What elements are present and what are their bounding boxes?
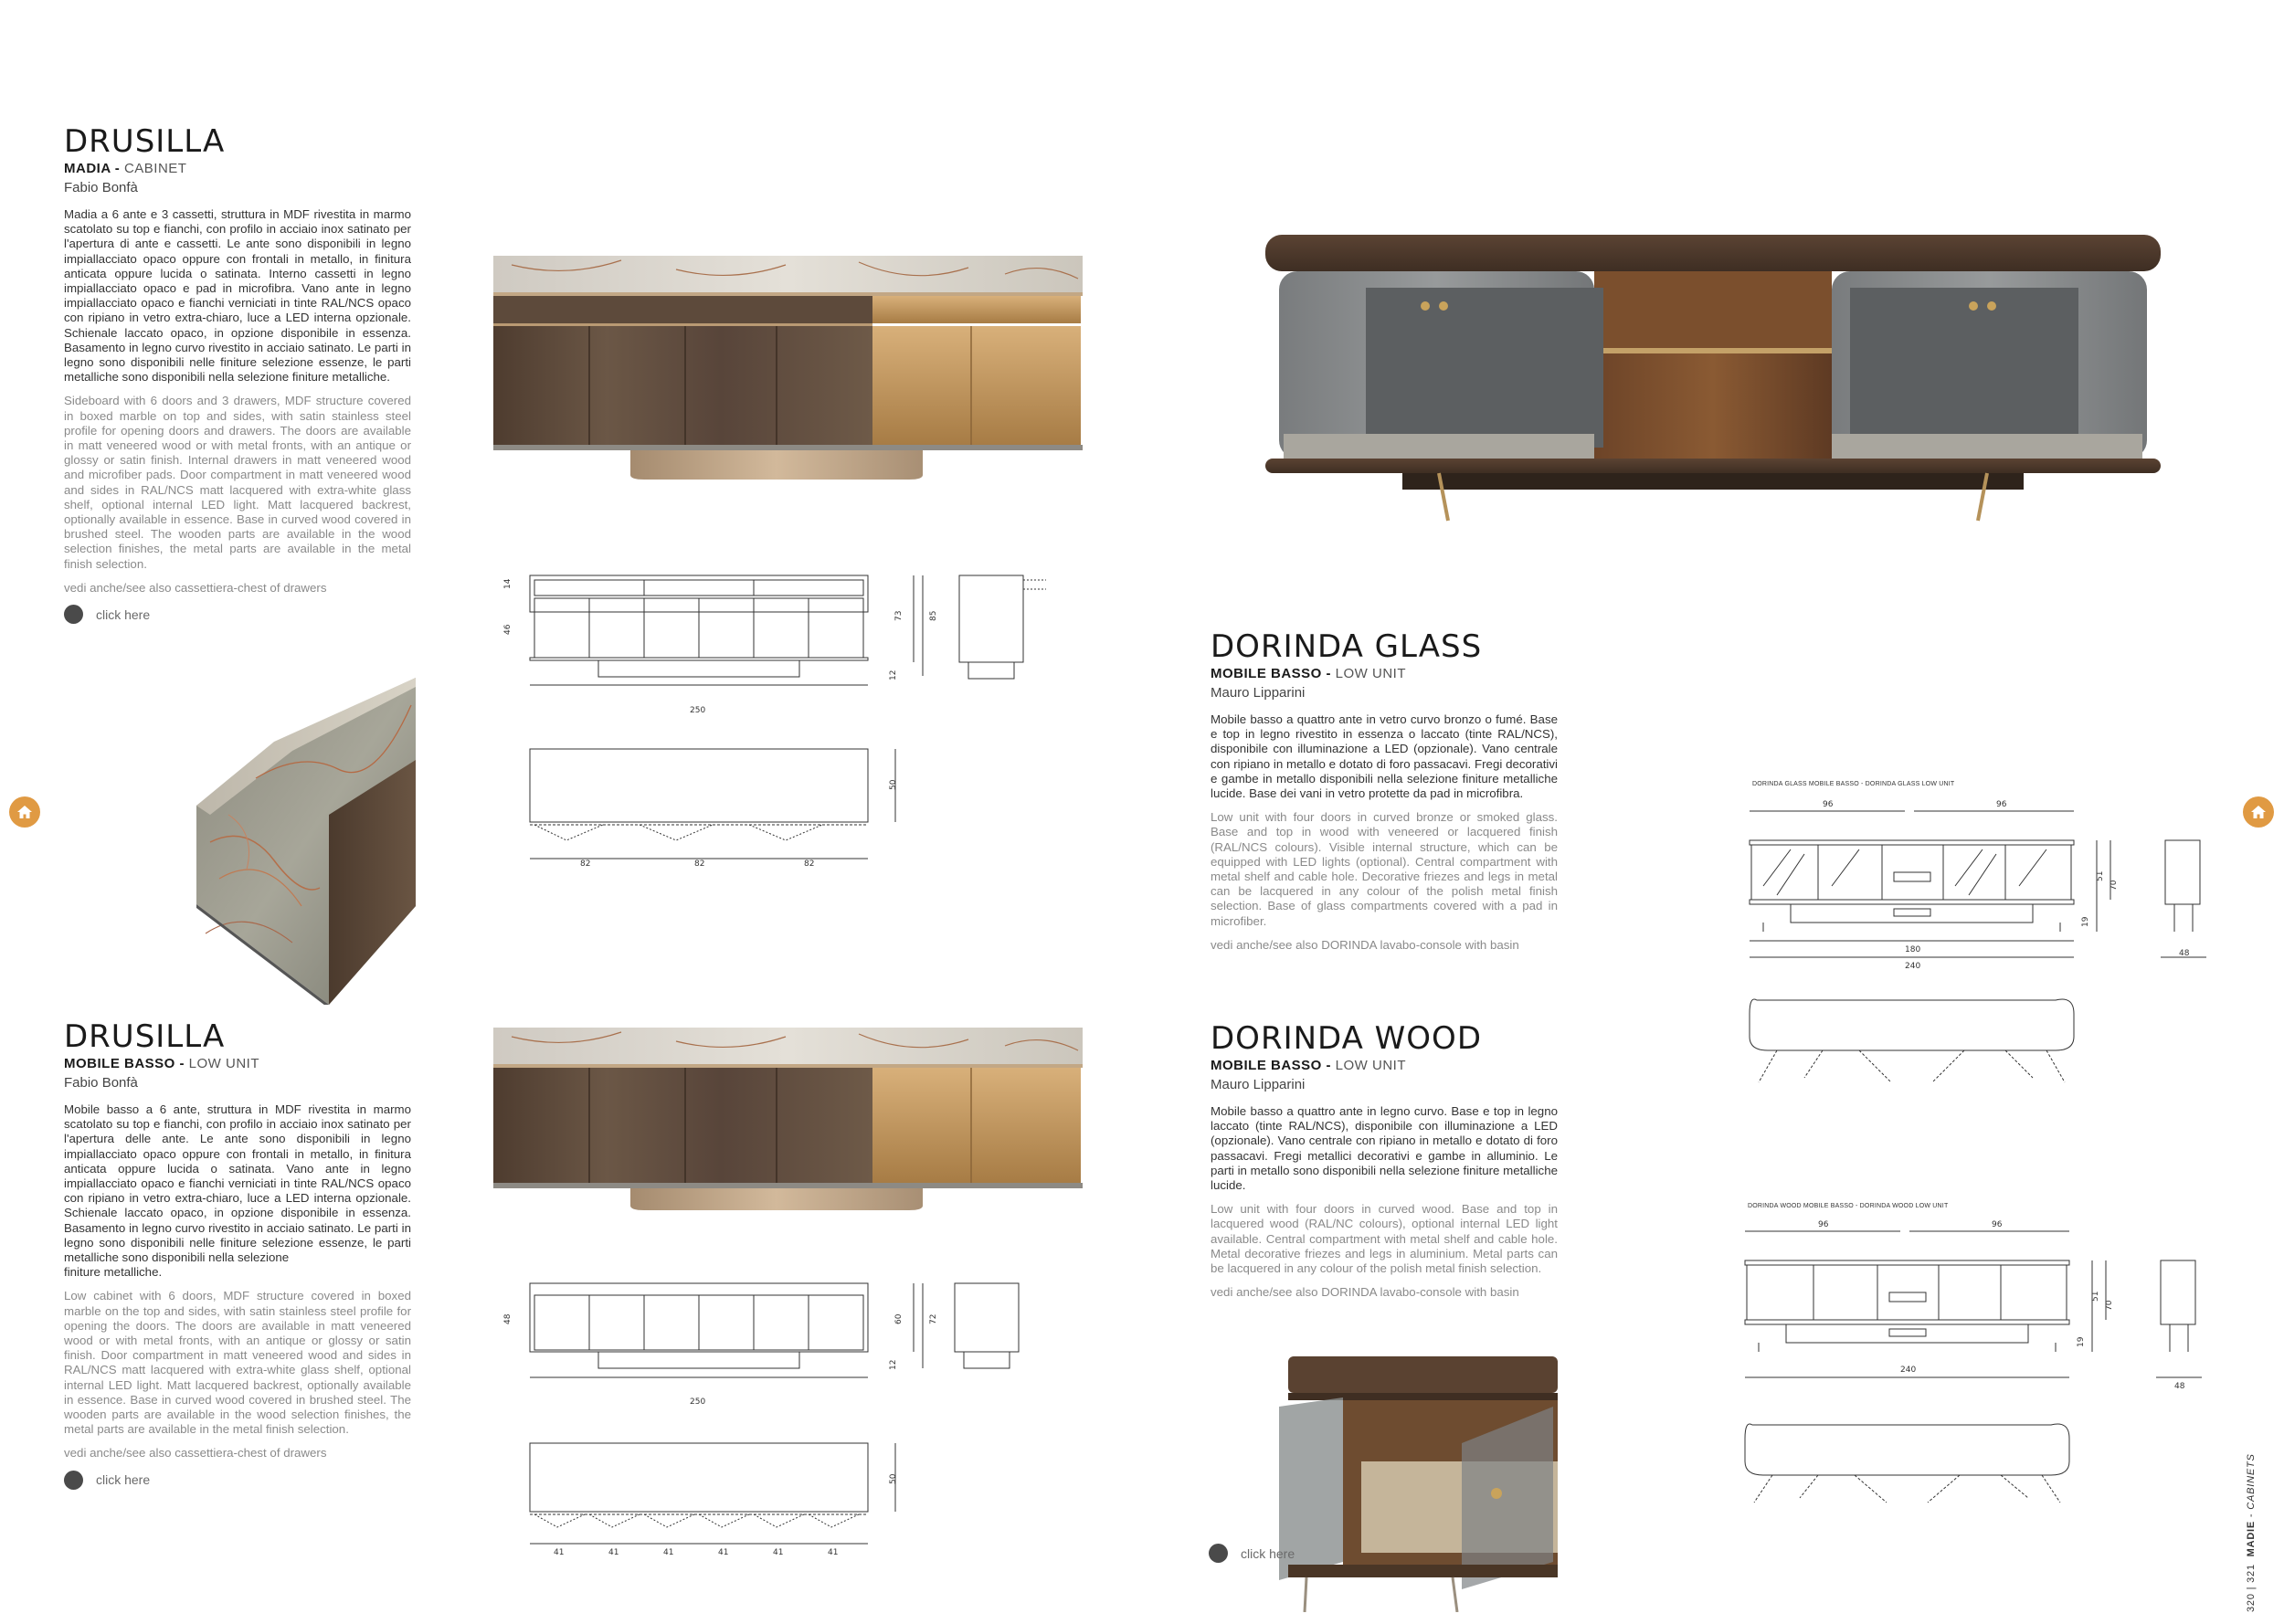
see-also-link[interactable]: vedi anche/see also DORINDA lavabo-console with basin bbox=[1211, 937, 1519, 952]
drawing-caption: DORINDA WOOD MOBILE BASSO - DORINDA WOOD LOW UNIT bbox=[1748, 1203, 1949, 1209]
dim-label: 180 bbox=[1905, 945, 1921, 954]
dim-label: 70 bbox=[2105, 1300, 2114, 1311]
product-title: DORINDA WOOD bbox=[1211, 1020, 1482, 1057]
click-here-button[interactable]: click here bbox=[64, 1471, 411, 1490]
drusilla-low-drawing bbox=[493, 1279, 1078, 1571]
dim-label: 48 bbox=[2174, 1382, 2185, 1391]
dim-label: 96 bbox=[1818, 1220, 1829, 1229]
dim-label: 70 bbox=[2110, 880, 2119, 891]
dim-label: 41 bbox=[608, 1548, 619, 1557]
see-also-link[interactable]: vedi anche/see also cassettiera-chest of drawers bbox=[64, 580, 327, 595]
dim-label: 48 bbox=[2179, 949, 2190, 958]
description-english: Low cabinet with 6 doors, MDF structure covered in boxed marble on the top and sides, with satin stainless steel profile for opening the doors. The doors are available in matt veneered wood or with metal fronts, with an antique or glossy or satin finish. Door compartment in matt veneered wood and sides in RAL/NCS matt lacquered with extra-white glass shelf, optional internal LED light. Matt lacquered backrest, optionally available in essence. Base in curved wood covered in brushed steel. The wooden parts are available in the wood selection finishes, the metal parts are available in the metal finish selection. bbox=[64, 1289, 411, 1437]
drawing-caption: DORINDA GLASS MOBILE BASSO - DORINDA GLASS LOW UNIT bbox=[1752, 781, 1955, 787]
dim-label: 19 bbox=[2081, 916, 2090, 927]
product-title: DRUSILLA bbox=[64, 1018, 226, 1055]
page-footer: 320 | 321 MADIE - CABINETS bbox=[2246, 1453, 2257, 1612]
home-icon bbox=[2249, 803, 2268, 821]
dorinda-wood-image bbox=[1252, 1352, 1558, 1612]
home-button-right[interactable] bbox=[2243, 796, 2274, 828]
drusilla-cabinet-drawing bbox=[493, 566, 1078, 881]
dorinda-wood-drawing bbox=[1736, 1215, 2234, 1544]
dot-icon bbox=[1209, 1544, 1228, 1563]
dim-label: 96 bbox=[1823, 800, 1834, 809]
dim-label: 12 bbox=[889, 1359, 898, 1370]
dim-label: 41 bbox=[718, 1548, 729, 1557]
product-subtitle: MOBILE BASSO - LOW UNIT bbox=[64, 1056, 260, 1071]
see-also-link[interactable]: vedi anche/see also DORINDA lavabo-console with basin bbox=[1211, 1285, 1519, 1300]
dot-icon bbox=[64, 1471, 83, 1490]
dim-label: 51 bbox=[2091, 1291, 2100, 1302]
dorinda-glass-drawing bbox=[1740, 795, 2234, 1123]
dorinda-wood-section bbox=[1211, 1020, 1558, 1300]
click-here-button[interactable]: click here bbox=[1209, 1544, 1295, 1563]
marble-sample-image bbox=[192, 669, 416, 1005]
dim-label: 41 bbox=[663, 1548, 674, 1557]
dim-label: 82 bbox=[580, 859, 591, 869]
drusilla-low-image bbox=[493, 1023, 1083, 1219]
dim-label: 46 bbox=[503, 624, 513, 635]
dim-label: 50 bbox=[889, 779, 898, 790]
dim-label: 85 bbox=[929, 610, 938, 621]
dorinda-glass-section bbox=[1211, 628, 1558, 953]
page-numbers: 320 | 321 bbox=[2246, 1564, 2257, 1612]
section-name: MADIE bbox=[2246, 1520, 2257, 1557]
dot-icon bbox=[64, 605, 83, 624]
dim-label: 60 bbox=[894, 1313, 904, 1324]
dim-label: 50 bbox=[889, 1473, 898, 1484]
dorinda-glass-image bbox=[1256, 233, 2170, 525]
dim-label: 96 bbox=[1996, 800, 2007, 809]
dim-label: 48 bbox=[503, 1313, 513, 1324]
designer-name: Fabio Bonfà bbox=[64, 180, 138, 195]
dim-label: 240 bbox=[1900, 1366, 1917, 1375]
dim-label: 82 bbox=[804, 859, 815, 869]
dim-label: 73 bbox=[894, 610, 904, 621]
designer-name: Mauro Lipparini bbox=[1211, 1077, 1306, 1092]
product-subtitle: MADIA - CABINET bbox=[64, 161, 187, 176]
description-english: Sideboard with 6 doors and 3 drawers, MDF structure covered in boxed marble on top and sides, with satin stainless steel profile for opening doors and drawers. The doors are available in matt veneered wood or with metal fronts, with an antique or glossy or satin finish. Internal drawers in matt veneered wood and microfiber pads. Door compartment in matt veneered wood and sides in RAL/NCS matt lacquered with extra-white glass shelf, optional internal LED light. Matt lacquered backrest, optionally available in essence. Base in curved wood covered in brushed steel. The wooden parts are available in the wood selection finishes, the metal parts are available in the metal finish selection. bbox=[64, 394, 411, 571]
product-title: DRUSILLA bbox=[64, 123, 226, 160]
dim-label: 19 bbox=[2077, 1336, 2086, 1347]
dim-label: 41 bbox=[554, 1548, 565, 1557]
dim-label: 72 bbox=[929, 1313, 938, 1324]
product-subtitle: MOBILE BASSO - LOW UNIT bbox=[1211, 1058, 1407, 1073]
description-english: Low unit with four doors in curved wood. Base and top in lacquered wood (RAL/NC colours), optional internal LED light available. Central compartment with metal shelf and cable hole. Metal decorative friezes and legs in aluminium. Metal parts can be lacquered in any colour of the polish metal finish selection. bbox=[1211, 1202, 1558, 1276]
description-italian: Madia a 6 ante e 3 cassetti, struttura in MDF rivestita in marmo scatolato su top e fianchi, con profilo in acciaio inox satinato per l'apertura di ante e cassetti. Le ante sono disponibili in legno impiallacciato opaco oppure con frontali in metallo, in finitura anticata oppure lucida o satinata. Interno cassetti in legno impiallacciato opaco e pad in microfibra. Vano ante in legno impiallacciato opaco e fianchi verniciati in tinte RAL/NCS opaco con ripiano in vetro extra-chiaro, luce a LED interna opzionale. Schienale laccato opaco, in opzione disponibile in essenza. Basamento in legno curvo rivestito in acciaio satinato. Le parti in legno sono disponibili nelle finiture selezione essenze, le parti metalliche sono disponibili nella selezione finiture metalliche. bbox=[64, 207, 411, 385]
designer-name: Mauro Lipparini bbox=[1211, 685, 1306, 701]
description-italian: Mobile basso a quattro ante in legno curvo. Base e top in legno laccato (tinte RAL/NCS), disponibile con illuminazione a LED (opzionale). Vano centrale con ripiano in metallo e dotato di foro passacavi. Fregi metallici decorativi e gambe in alluminio. Le parti in metallo sono disponibili nella selezione finiture metalliche lucide. bbox=[1211, 1104, 1558, 1193]
product-subtitle: MOBILE BASSO - LOW UNIT bbox=[1211, 666, 1407, 681]
dim-label: 14 bbox=[503, 578, 513, 589]
home-icon bbox=[16, 803, 34, 821]
dim-label: 41 bbox=[828, 1548, 839, 1557]
dim-label: 250 bbox=[690, 706, 706, 715]
dim-label: 51 bbox=[2096, 870, 2105, 881]
see-also-link[interactable]: vedi anche/see also cassettiera-chest of drawers bbox=[64, 1446, 327, 1461]
section-name-en: CABINETS bbox=[2246, 1453, 2257, 1510]
click-here-button[interactable]: click here bbox=[64, 605, 411, 624]
dim-label: 96 bbox=[1992, 1220, 2003, 1229]
dim-label: 240 bbox=[1905, 962, 1921, 971]
dim-label: 250 bbox=[690, 1397, 706, 1407]
description-italian: Mobile basso a quattro ante in vetro curvo bronzo o fumé. Base e top in legno rivestito in essenza o laccato (tinte RAL/NCS), disponibile con illuminazione a LED (opzionale). Vano centrale con ripiano in metallo e dotato di foro passacavi. Fregi decorativi e gambe in metallo disponibili nella selezione finiture metalliche lucide. Base dei vani in vetro protette da pad in microfibra. bbox=[1211, 712, 1558, 801]
designer-name: Fabio Bonfà bbox=[64, 1075, 138, 1091]
dim-label: 41 bbox=[773, 1548, 784, 1557]
description-italian: Mobile basso a 6 ante, struttura in MDF rivestita in marmo scatolato su top e fianchi, con profilo in acciaio inox satinato per l'apertura delle ante. Le ante sono disponibili in legno impiallacciato opaco oppure con frontali in metallo, in finitura anticata oppure lucida o satinata. Vano ante in legno impiallacciato opaco e fianchi verniciati in tinte RAL/NCS opaco con ripiano in vetro extra-chiaro, luce a LED interna opzionale. Schienale laccato opaco, in opzione disponibile in essenza. Basamento in legno curvo rivestito in acciaio satinato. Le parti in legno sono disponibili nelle finiture selezione essenze, le parti metalliche sono disponibili nella selezione finiture metalliche. bbox=[64, 1102, 411, 1280]
dim-label: 12 bbox=[889, 670, 898, 680]
drusilla-cabinet-image bbox=[493, 251, 1083, 493]
drusilla-low-section bbox=[64, 1018, 411, 1490]
dim-label: 82 bbox=[694, 859, 705, 869]
drusilla-cabinet-section bbox=[64, 123, 411, 624]
home-button-left[interactable] bbox=[9, 796, 40, 828]
description-english: Low unit with four doors in curved bronze or smoked glass. Base and top in wood with veneered or lacquered finish (RAL/NCS colours). Visible internal structure, which can be equipped with LED lights (optional). Central compartment with metal shelf and cable hole. Decorative friezes and legs in metal can be lacquered in any colour of the polish metal finish selection. Base of glass compartments covered with a pad in microfiber. bbox=[1211, 810, 1558, 928]
product-title: DORINDA GLASS bbox=[1211, 628, 1483, 665]
